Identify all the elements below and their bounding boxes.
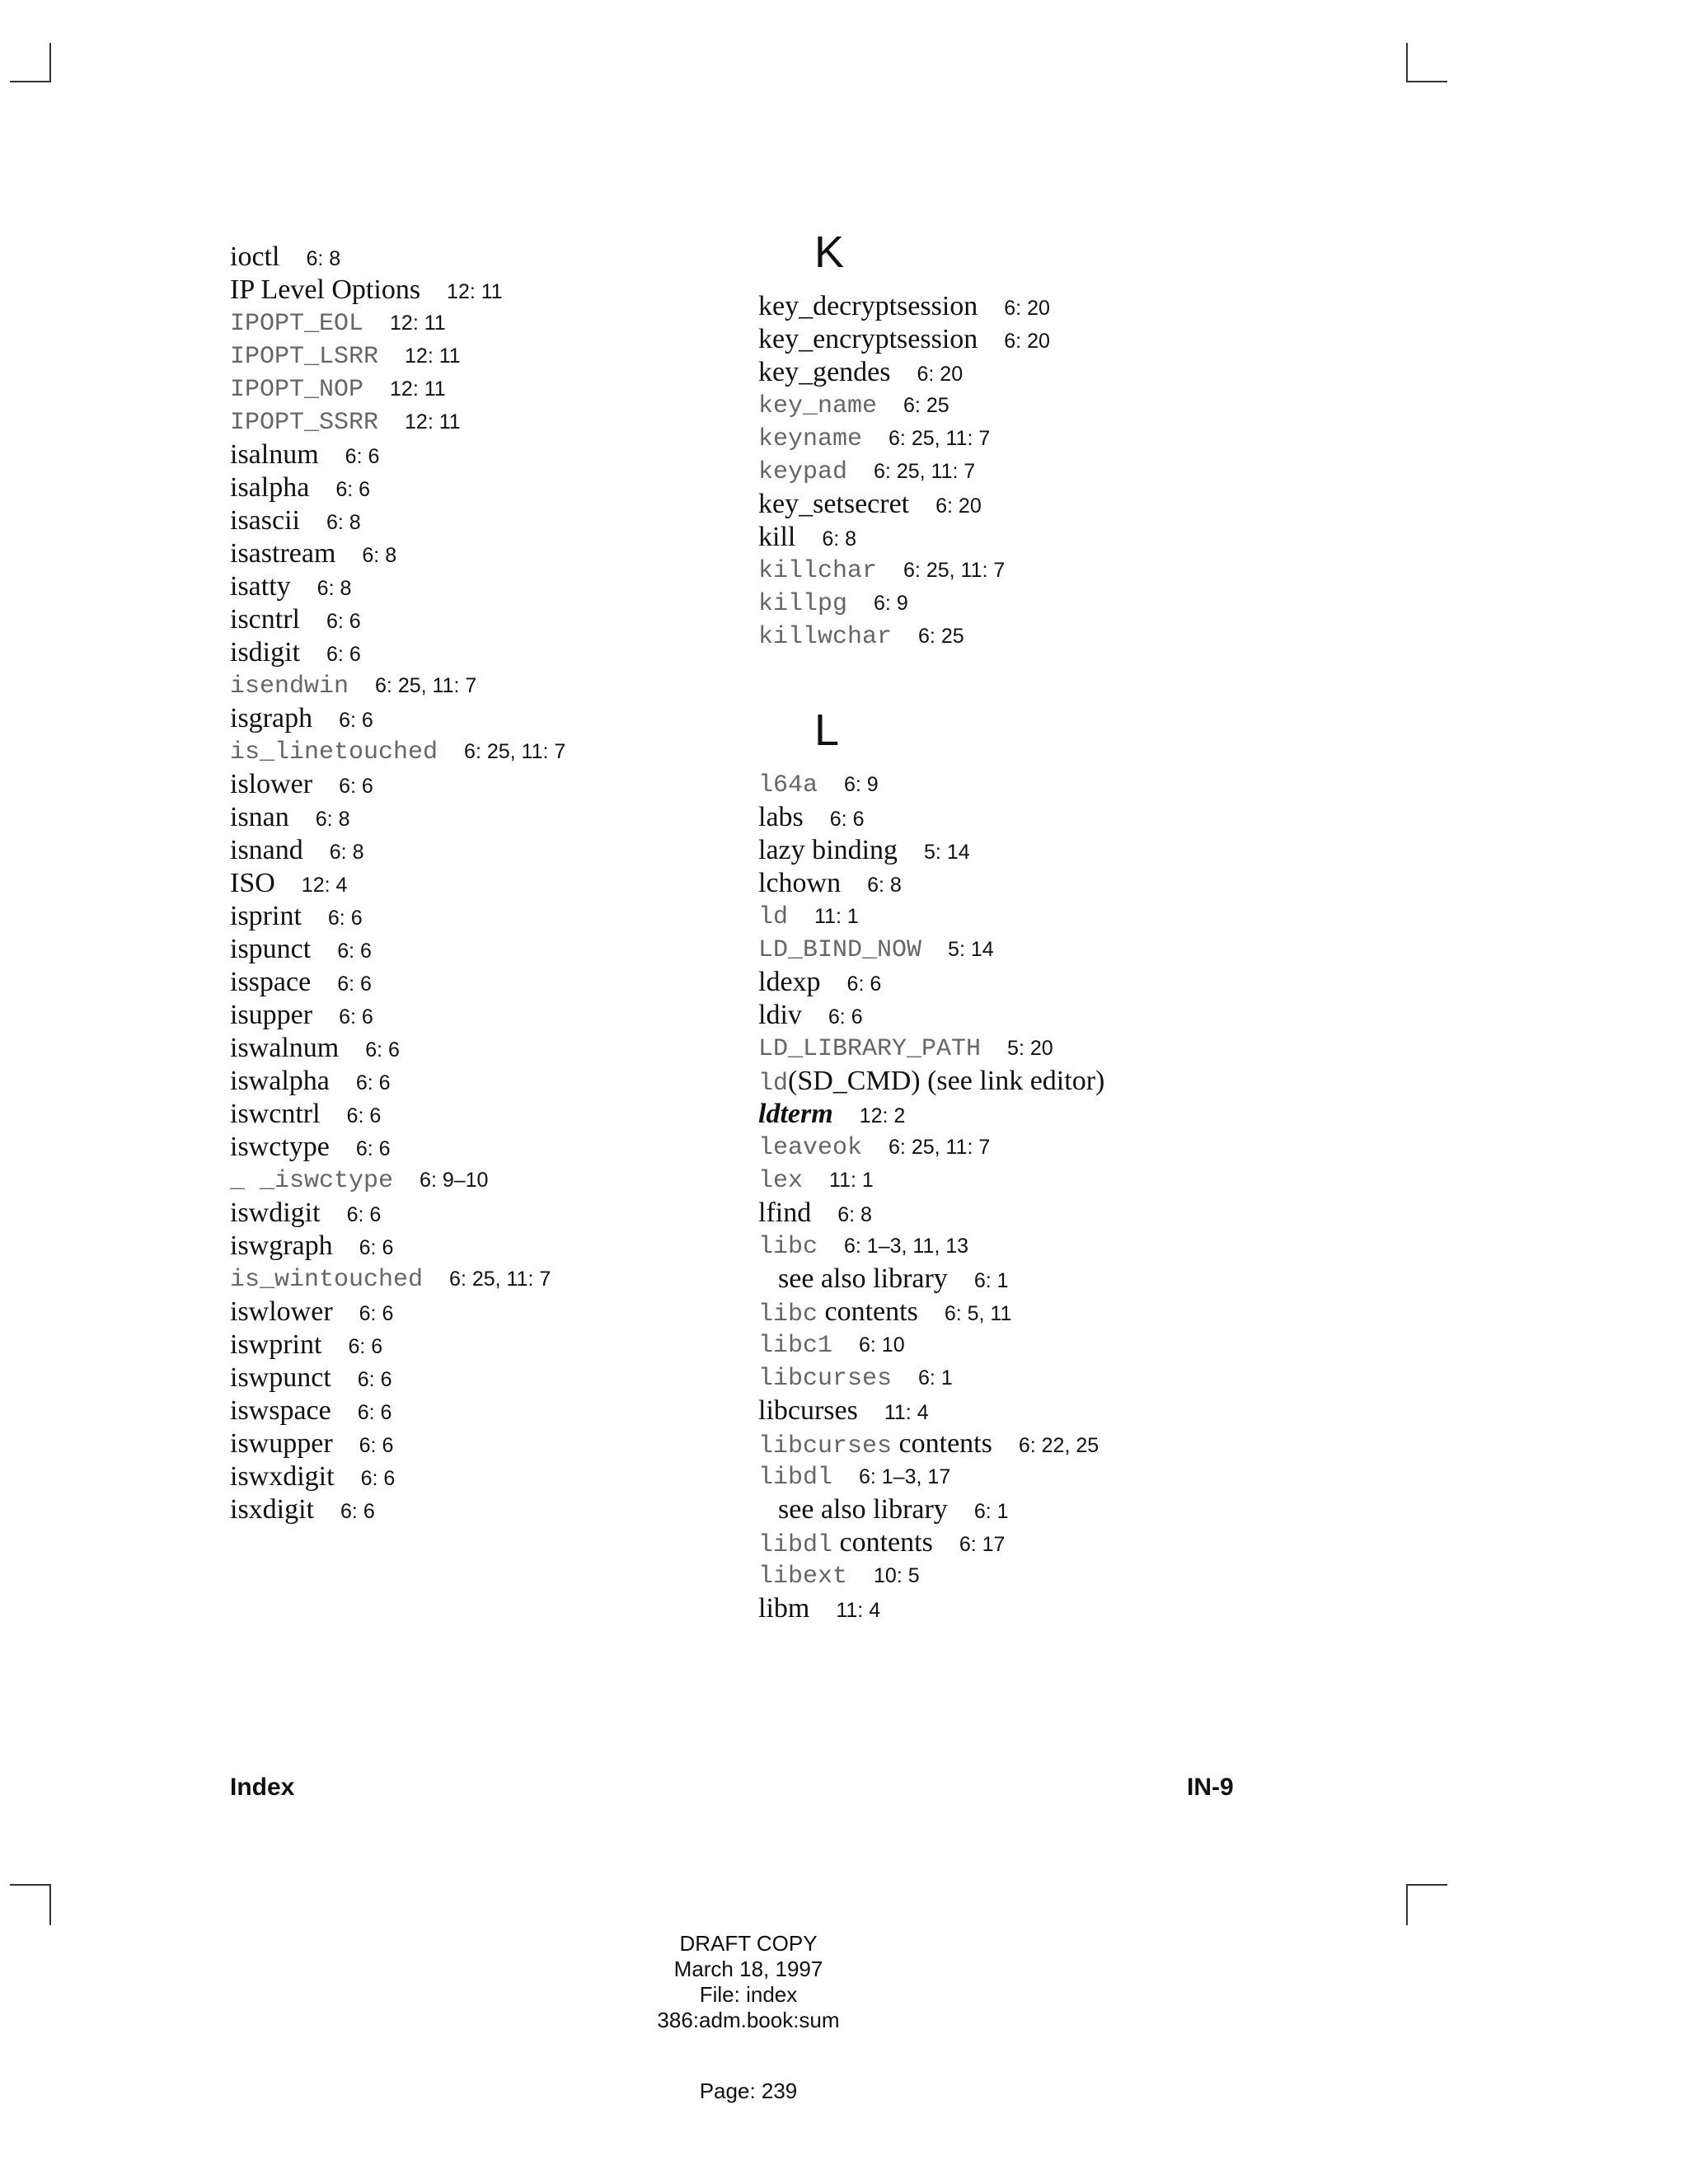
index-locator: 12: 2 <box>859 1104 906 1127</box>
index-entry <box>758 389 950 425</box>
index-locator: 6: 6 <box>346 1203 382 1226</box>
index-term: iswprint <box>230 1329 322 1360</box>
index-term: see also library <box>778 1494 948 1525</box>
section-letter-l: L <box>814 705 840 755</box>
index-term: libcurses <box>758 1395 858 1426</box>
index-locator: 6: 1–3, 17 <box>859 1465 951 1488</box>
index-locator: 6: 1 <box>918 1366 953 1390</box>
index-locator: 6: 25, 11: 7 <box>449 1268 551 1291</box>
index-entry <box>230 1493 375 1531</box>
index-term: libc1 <box>758 1332 833 1360</box>
index-term: isnand <box>230 835 303 865</box>
index-term: ldterm <box>758 1099 833 1129</box>
index-term: iswcntrl <box>230 1099 321 1129</box>
index-locator: 12: 11 <box>390 312 446 335</box>
index-entry <box>230 1263 551 1299</box>
index-term: iswctype <box>230 1132 330 1162</box>
index-term: kill <box>758 522 796 552</box>
index-term: ioctl <box>230 241 280 272</box>
index-term: leaveok <box>758 1134 863 1162</box>
index-locator: 6: 6 <box>357 1401 392 1424</box>
index-locator: 6: 8 <box>837 1203 872 1226</box>
index-locator: 6: 8 <box>362 544 397 567</box>
draft-line-3: File: index <box>699 1982 798 2007</box>
index-term: islower <box>230 769 313 799</box>
crop-mark-top-right-v <box>1406 43 1408 82</box>
index-term: iswupper <box>230 1428 333 1459</box>
index-term: keyname <box>758 425 863 453</box>
index-locator: 6: 17 <box>959 1533 1006 1556</box>
index-term: iswgraph <box>230 1230 333 1261</box>
index-entry <box>758 1131 990 1167</box>
index-term-suffix: contents <box>818 1296 918 1327</box>
index-term: iswspace <box>230 1395 331 1426</box>
index-locator: 11: 1 <box>814 905 859 928</box>
index-locator: 6: 6 <box>326 643 361 666</box>
index-term: key_setsecret <box>758 489 910 519</box>
index-term: isdigit <box>230 637 301 668</box>
footer-page-number: IN-9 <box>1187 1774 1234 1801</box>
index-term: IPOPT_NOP <box>230 376 364 404</box>
index-locator: 12: 11 <box>405 410 461 434</box>
index-locator: 6: 8 <box>867 874 902 897</box>
index-term: isascii <box>230 505 300 536</box>
draft-page: Page: 239 <box>699 2079 798 2103</box>
index-locator: 6: 25, 11: 7 <box>889 427 991 450</box>
index-locator: 6: 6 <box>359 1236 394 1259</box>
index-term: isalnum <box>230 439 319 470</box>
index-term: libcurses <box>758 1432 893 1460</box>
index-entry <box>758 422 990 458</box>
index-term: libdl <box>758 1464 833 1492</box>
index-entry <box>758 933 994 969</box>
index-term-suffix: contents <box>892 1428 992 1459</box>
index-locator: 6: 1 <box>973 1269 1009 1292</box>
index-term: iscntrl <box>230 604 300 635</box>
index-locator: 6: 1–3, 11, 13 <box>844 1235 969 1258</box>
index-locator: 12: 11 <box>405 344 461 368</box>
crop-mark-bottom-right-v <box>1406 1884 1408 1925</box>
crop-mark-bottom-right-h <box>1406 1884 1447 1886</box>
index-entry <box>758 1329 905 1365</box>
index-locator: 5: 14 <box>924 841 970 864</box>
index-locator: 6: 6 <box>337 972 372 996</box>
index-term: lazy binding <box>758 835 898 865</box>
index-term: iswxdigit <box>230 1461 335 1492</box>
index-term: key_name <box>758 392 878 420</box>
index-locator: 5: 14 <box>948 938 994 961</box>
index-locator: 6: 8 <box>326 511 361 534</box>
index-locator: 6: 25, 11: 7 <box>889 1136 991 1159</box>
index-entry <box>230 1164 488 1200</box>
index-entry <box>758 620 964 656</box>
index-locator: 6: 25 <box>918 625 964 648</box>
index-locator: 6: 10 <box>859 1333 905 1357</box>
index-term: iswlower <box>230 1296 333 1327</box>
index-locator: 6: 6 <box>355 1071 391 1094</box>
crop-mark-top-left-v <box>49 43 51 82</box>
index-term: IPOPT_SSRR <box>230 409 379 437</box>
index-term: LD_LIBRARY_PATH <box>758 1035 982 1063</box>
index-term: key_encryptsession <box>758 324 978 354</box>
index-entry <box>758 1559 920 1596</box>
index-term: IPOPT_LSRR <box>230 343 379 371</box>
index-locator: 6: 20 <box>935 494 982 518</box>
index-term: killpg <box>758 590 848 618</box>
crop-mark-bottom-left-v <box>49 1884 51 1925</box>
index-locator: 6: 20 <box>917 363 964 386</box>
index-term: killchar <box>758 557 878 585</box>
index-locator: 6: 25, 11: 7 <box>375 674 477 697</box>
index-locator: 6: 9 <box>844 773 879 796</box>
crop-mark-top-right-h <box>1406 81 1447 82</box>
index-term: iswalnum <box>230 1033 340 1063</box>
index-locator: 6: 6 <box>335 478 371 501</box>
draft-line-2: March 18, 1997 <box>673 1957 823 1981</box>
index-entry <box>758 1592 880 1630</box>
index-term: ISO <box>230 868 275 898</box>
index-locator: 6: 8 <box>822 527 857 551</box>
index-term: ld <box>758 1070 789 1098</box>
index-entry <box>758 1230 968 1266</box>
index-term: l64a <box>758 771 818 799</box>
index-locator: 6: 22, 25 <box>1018 1434 1100 1457</box>
index-locator: 6: 6 <box>339 775 373 798</box>
index-entry <box>758 768 879 804</box>
index-term: lchown <box>758 868 842 898</box>
index-locator: 6: 20 <box>1004 330 1050 353</box>
index-locator: 12: 11 <box>447 280 503 303</box>
index-term: key_gendes <box>758 357 891 387</box>
footer-section-label: Index <box>230 1774 295 1801</box>
index-locator: 6: 6 <box>829 808 865 831</box>
index-locator: 6: 9 <box>874 592 908 615</box>
index-term: is_linetouched <box>230 738 438 766</box>
index-term: libc <box>758 1233 818 1261</box>
index-locator: 6: 5, 11 <box>944 1302 1012 1325</box>
index-locator: 6: 6 <box>355 1137 391 1160</box>
section-letter-k: K <box>814 227 845 277</box>
index-term-suffix: contents <box>832 1527 933 1558</box>
index-term: isupper <box>230 1000 313 1030</box>
index-term: libc <box>758 1301 818 1329</box>
index-term: isalpha <box>230 472 310 503</box>
index-term: libcurses <box>758 1365 893 1393</box>
index-term: ldexp <box>758 967 821 997</box>
index-term: _ _iswctype <box>230 1167 394 1195</box>
index-term: isnan <box>230 802 289 832</box>
index-locator: 6: 6 <box>337 940 372 963</box>
index-entry <box>230 669 476 705</box>
crop-mark-bottom-left-h <box>10 1884 51 1886</box>
index-term: iswalpha <box>230 1066 330 1096</box>
index-term: ispunct <box>230 934 312 964</box>
index-term: IP Level Options <box>230 274 421 305</box>
index-term: isspace <box>230 967 312 997</box>
index-locator: 10: 5 <box>874 1564 920 1587</box>
index-term: iswpunct <box>230 1362 331 1393</box>
index-locator: 6: 6 <box>828 1005 863 1029</box>
index-term: isendwin <box>230 673 349 701</box>
draft-line-1: DRAFT COPY <box>679 1931 818 1956</box>
index-locator: 6: 6 <box>360 1467 396 1490</box>
index-term: see also library <box>778 1263 948 1294</box>
index-term: isprint <box>230 901 302 931</box>
crop-mark-top-left-h <box>10 81 51 82</box>
index-locator: 6: 25, 11: 7 <box>903 559 1006 582</box>
index-term: labs <box>758 802 804 832</box>
index-entry <box>758 587 908 623</box>
index-locator: 6: 25, 11: 7 <box>464 740 566 763</box>
index-term: ldiv <box>758 1000 802 1030</box>
index-locator: 6: 8 <box>329 841 364 864</box>
index-entry <box>758 1361 953 1398</box>
index-entry <box>230 340 461 376</box>
index-entry <box>230 405 461 442</box>
index-locator: 6: 6 <box>846 972 882 996</box>
index-entry <box>230 307 446 343</box>
index-entry <box>230 373 446 409</box>
index-locator: 11: 4 <box>836 1599 881 1622</box>
index-term: lex <box>758 1167 804 1195</box>
index-locator: 6: 25 <box>903 394 950 417</box>
index-term: is_wintouched <box>230 1266 424 1294</box>
index-locator: 6: 6 <box>359 1434 394 1457</box>
index-entry <box>758 1032 1053 1068</box>
index-entry <box>758 1460 950 1497</box>
index-term: isastream <box>230 538 336 569</box>
index-term: LD_BIND_NOW <box>758 936 922 964</box>
index-locator: 6: 25, 11: 7 <box>874 460 976 483</box>
index-entry <box>758 900 859 936</box>
index-locator: 6: 6 <box>326 610 361 633</box>
index-locator: 6: 1 <box>973 1500 1009 1523</box>
index-term: libm <box>758 1593 810 1624</box>
index-locator: 6: 8 <box>316 577 352 600</box>
index-locator: 5: 20 <box>1007 1037 1053 1060</box>
index-entry <box>230 735 565 771</box>
index-term: isgraph <box>230 703 313 733</box>
index-term: IPOPT_EOL <box>230 310 364 338</box>
index-locator: 6: 6 <box>348 1335 383 1358</box>
index-term-suffix: (SD_CMD) (see link editor) <box>788 1066 1105 1096</box>
index-entry <box>758 554 1005 590</box>
index-term: killwchar <box>758 623 893 651</box>
draft-line-4: 386:adm.book:sum <box>657 2008 840 2032</box>
index-term: libext <box>758 1563 848 1591</box>
index-locator: 12: 11 <box>390 377 446 401</box>
index-locator: 11: 4 <box>884 1401 929 1424</box>
index-locator: 11: 1 <box>829 1169 874 1192</box>
index-locator: 6: 6 <box>327 907 363 930</box>
index-term: libdl <box>758 1531 833 1559</box>
index-term: key_decryptsession <box>758 291 978 321</box>
index-term: ld <box>758 903 789 931</box>
index-locator: 6: 6 <box>340 1500 375 1523</box>
index-locator: 6: 8 <box>315 808 350 831</box>
index-locator: 6: 6 <box>357 1368 392 1391</box>
index-term: iswdigit <box>230 1197 321 1228</box>
index-locator: 6: 20 <box>1004 297 1050 320</box>
index-entry <box>758 1164 874 1200</box>
index-term: lfind <box>758 1197 812 1228</box>
index-locator: 6: 6 <box>339 1005 373 1029</box>
index-locator: 6: 6 <box>345 445 380 468</box>
index-term: isatty <box>230 571 291 602</box>
index-entry <box>758 455 975 491</box>
index-locator: 6: 6 <box>339 709 373 732</box>
index-locator: 6: 9–10 <box>420 1169 489 1192</box>
index-term: isxdigit <box>230 1494 315 1525</box>
index-locator: 6: 6 <box>346 1104 382 1127</box>
index-locator: 6: 8 <box>306 247 341 270</box>
index-locator: 6: 6 <box>365 1038 400 1062</box>
index-locator: 12: 4 <box>301 874 348 897</box>
index-locator: 6: 6 <box>359 1302 394 1325</box>
index-term: keypad <box>758 458 848 486</box>
